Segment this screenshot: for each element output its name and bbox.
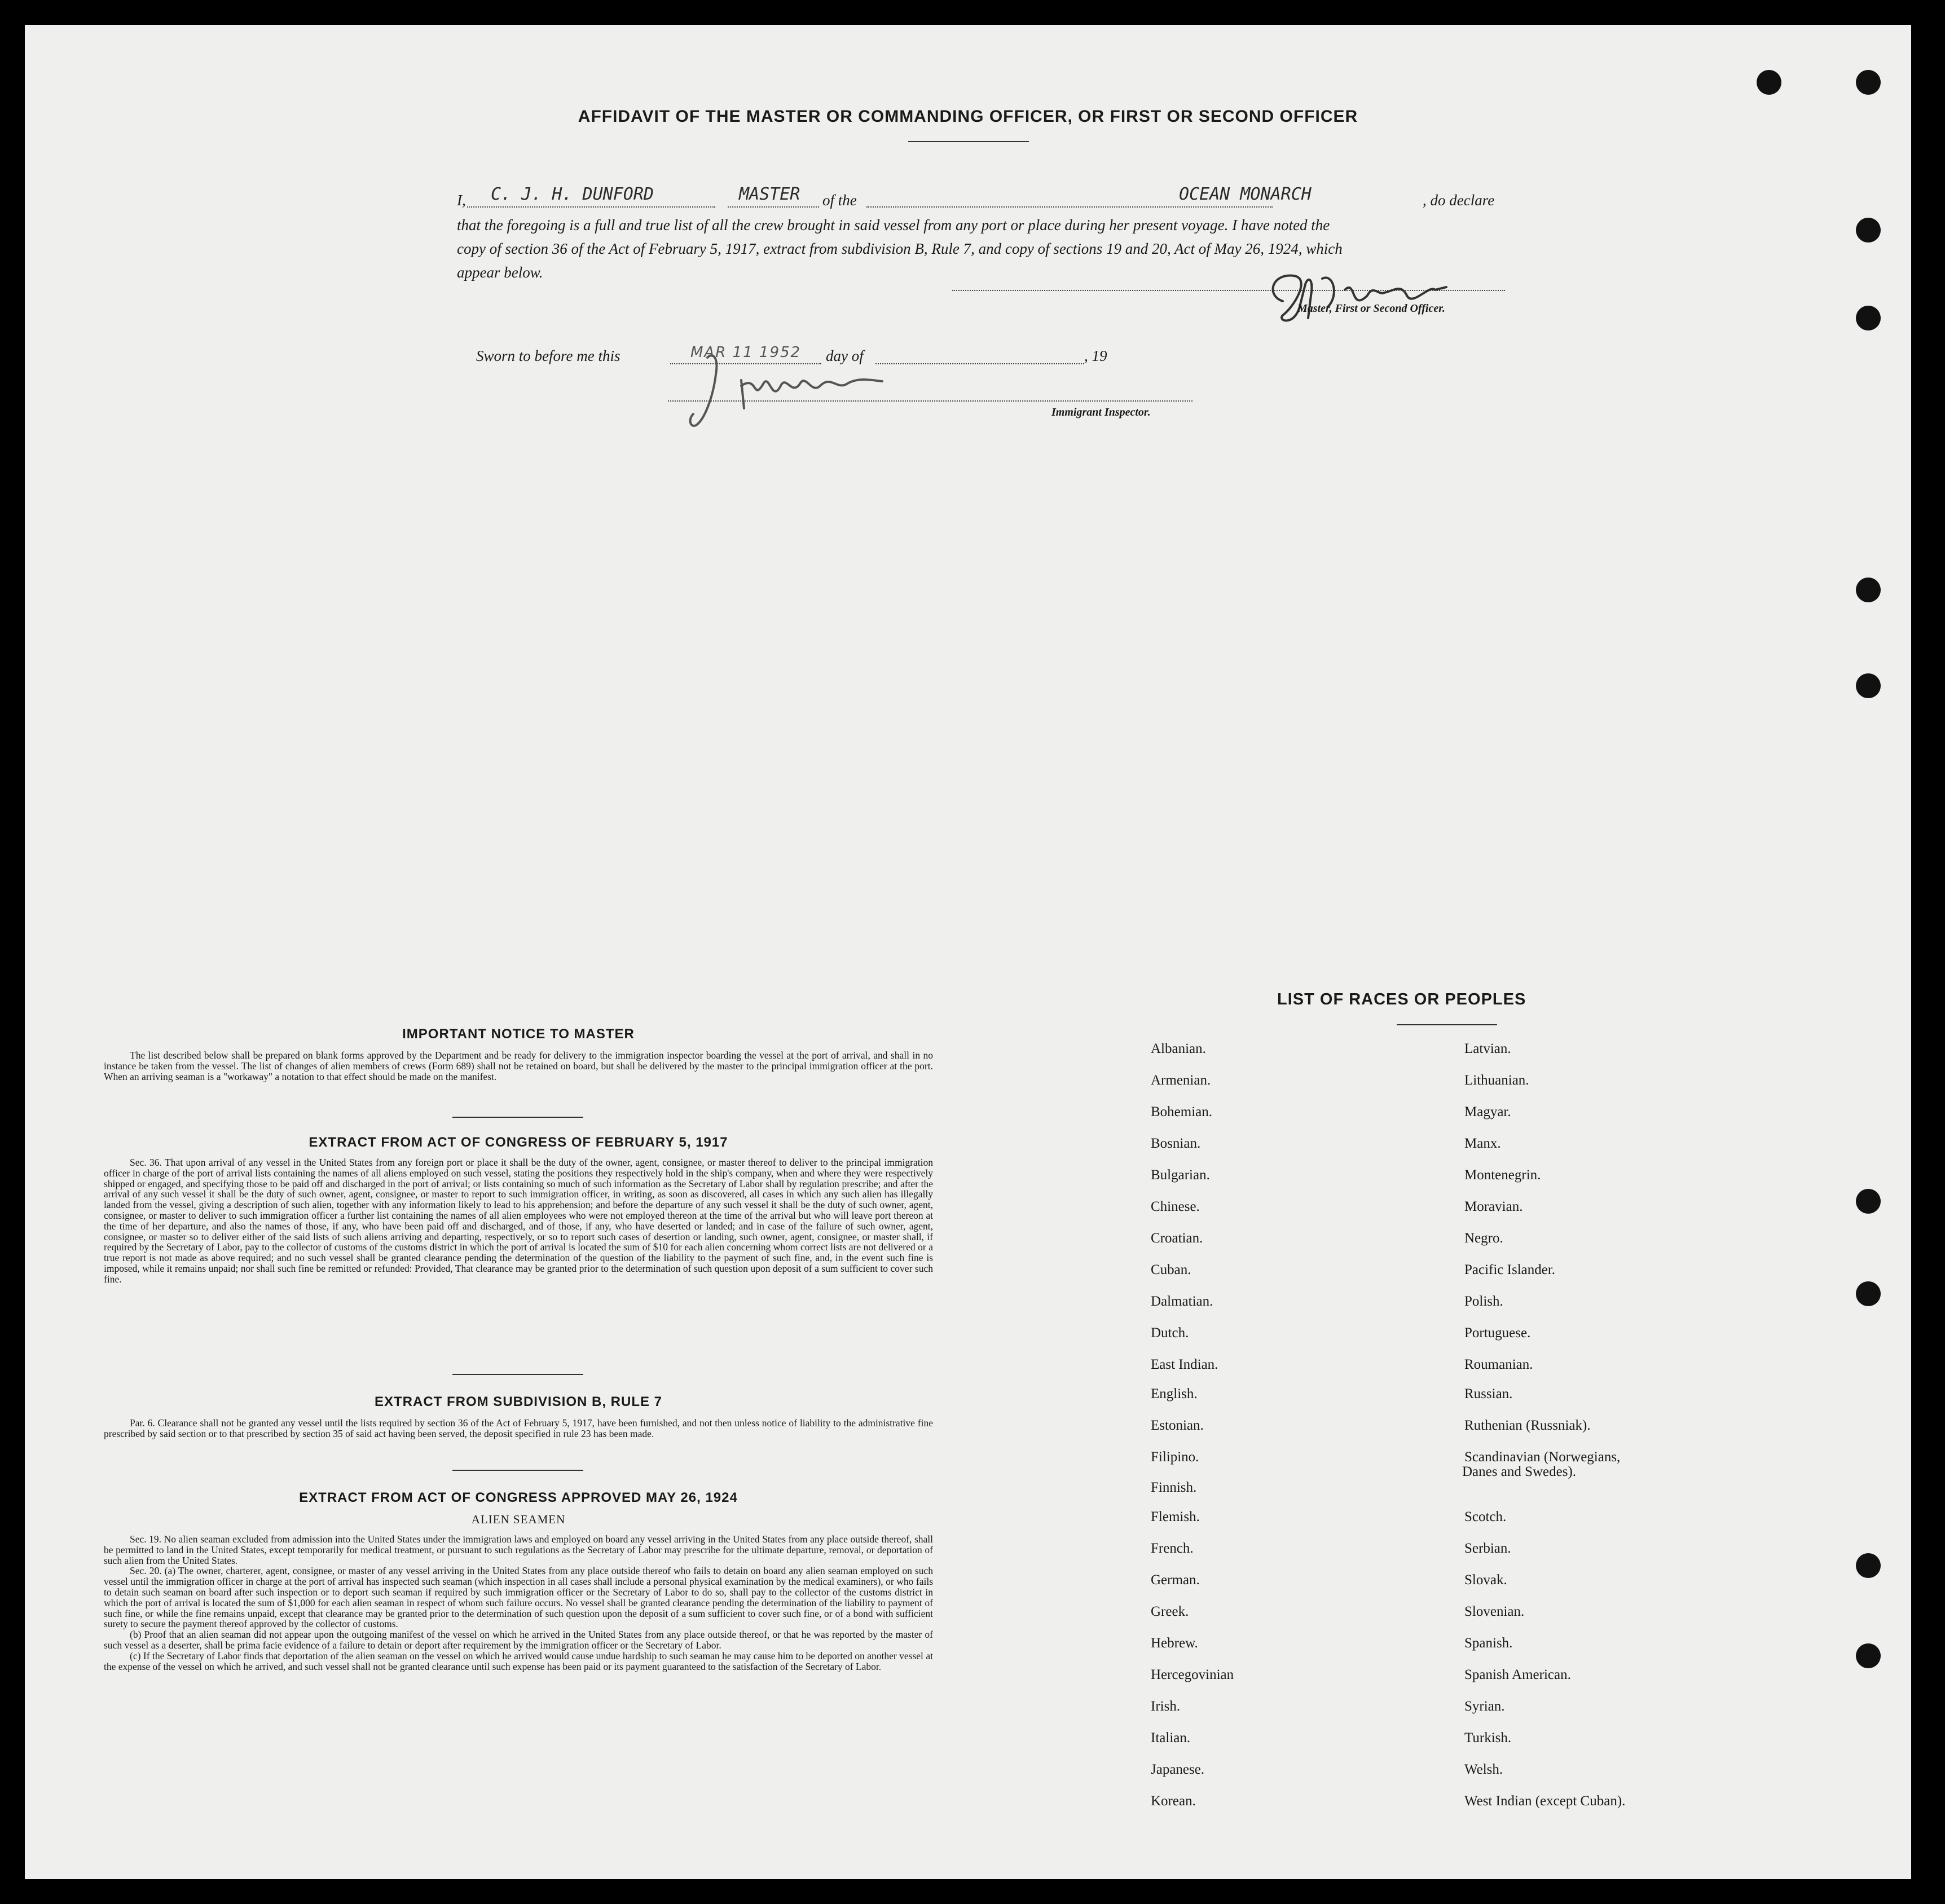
race-item: Albanian. <box>1151 1041 1206 1056</box>
declaration-line-3: copy of section 36 of the Act of February 5, 1917, extract from subdivision B, Rule 7, and copy of sections 19 and 20, Act of May 26, 1924, which <box>457 240 1343 257</box>
divider <box>452 1374 583 1375</box>
race-item: Irish. <box>1151 1699 1181 1714</box>
divider <box>452 1117 583 1118</box>
notice-text: The list described below shall be prepared on blank forms approved by the Department and be ready for delivery to the immigration inspector boarding the vessel at the port of arrival, and shall in no instance be taken from the vessel. The list of changes of alien members of crews (Form 689) shall not be retained on board, but shall be delivered by the master to the principal immigration officer at the port. When an arriving seaman is a "workaway" a notation to that effect should be made on the manifest. <box>104 1050 933 1082</box>
inspector-signature <box>679 341 916 437</box>
race-item: Cuban. <box>1151 1262 1191 1277</box>
race-item: French. <box>1151 1541 1194 1556</box>
sec-19-text: Sec. 19. No alien seaman excluded from admission into the United States under the immigration laws and employed on board any vessel arriving in the United States from any place outside thereof, shall be permitted to land in the United States, except temporarily for medical treatment, or pursuant to such regulations as the Secretary of Labor may prescribe for the ultimate departure, removal, or deportation of such alien from the United States. <box>104 1533 933 1566</box>
extract-rule7-title: EXTRACT FROM SUBDIVISION B, RULE 7 <box>374 1394 663 1409</box>
race-item: Spanish. <box>1464 1636 1513 1651</box>
race-item: Ruthenian (Russniak). <box>1464 1418 1591 1433</box>
master-signature <box>1260 262 1463 335</box>
vessel-underline <box>866 206 1273 208</box>
extract-1924-title: EXTRACT FROM ACT OF CONGRESS APPROVED MAY 26, 1924 <box>299 1490 738 1505</box>
race-item: Turkish. <box>1464 1730 1512 1746</box>
do-declare-label: , do declare <box>1423 192 1495 209</box>
extract-1917-title: EXTRACT FROM ACT OF CONGRESS OF FEBRUARY 5, 1917 <box>309 1135 728 1150</box>
race-item: Lithuanian. <box>1464 1073 1529 1088</box>
punch-hole-icon <box>1856 1281 1881 1306</box>
race-item: Bulgarian. <box>1151 1167 1210 1183</box>
race-item: Korean. <box>1151 1793 1196 1809</box>
punch-hole-icon <box>1856 306 1881 330</box>
punch-hole-icon <box>1856 218 1881 243</box>
race-item: Dalmatian. <box>1151 1294 1213 1309</box>
extract-rule7-text: Par. 6. Clearance shall not be granted any vessel until the lists required by section 36 of the Act of February 5, 1917, have been furnished, and not then unless notice of liability to the administrative fine prescribed by said section or to that prescribed by section 35 of said act having been served, the deposit specified in rule 23 has been made. <box>104 1417 933 1439</box>
inspector-line <box>668 400 1192 402</box>
race-item: English. <box>1151 1386 1198 1401</box>
extract-1924-subtitle: ALIEN SEAMEN <box>471 1513 566 1526</box>
race-item: Estonian. <box>1151 1418 1204 1433</box>
race-item: Serbian. <box>1464 1541 1511 1556</box>
race-item: Polish. <box>1464 1294 1503 1309</box>
sworn-label: Sworn to before me this <box>476 347 621 364</box>
race-item: Pacific Islander. <box>1464 1262 1556 1277</box>
race-item: Russian. <box>1464 1386 1513 1401</box>
race-item: Hercegovinian <box>1151 1667 1234 1682</box>
race-item: Roumanian. <box>1464 1357 1533 1372</box>
race-item: Syrian. <box>1464 1699 1505 1714</box>
sec-20c-text: (c) If the Secretary of Labor finds that deportation of the alien seaman on the vessel on which he arrived would cause undue hardship to such seaman he may cause him to be deported on another vessel at the expense of the vessel on which he arrived, and such vessel shall not be granted clearance until such expense has been paid or its payment guaranteed to the satisfaction of the Secretary of Labor. <box>104 1650 933 1672</box>
vessel-name[interactable]: OCEAN MONARCH <box>1179 184 1312 204</box>
race-item: Slovenian. <box>1464 1604 1525 1619</box>
divider <box>452 1470 583 1471</box>
year-label: , 19 <box>1084 347 1107 364</box>
punch-hole-icon <box>1856 1189 1881 1214</box>
punch-hole-icon <box>1856 578 1881 602</box>
declaration-line-2: that the foregoing is a full and true list of all the crew brought in said vessel from any port or place during her present voyage. I have noted the <box>457 217 1330 233</box>
races-title-underline <box>1397 1024 1497 1025</box>
race-item: Dutch. <box>1151 1325 1189 1341</box>
race-item: Montenegrin. <box>1464 1167 1541 1183</box>
punch-hole-icon <box>1856 1553 1881 1578</box>
signature-caption: Master, First or Second Officer. <box>1297 302 1445 315</box>
i-label: I, <box>457 192 466 209</box>
master-rank[interactable]: MASTER <box>739 184 800 204</box>
punch-hole-icon <box>1856 673 1881 698</box>
title-underline <box>908 141 1029 142</box>
of-the-label: of the <box>822 192 857 209</box>
rank-underline <box>728 206 819 208</box>
punch-hole-icon <box>1757 70 1781 95</box>
punch-hole-icon <box>1856 1643 1881 1668</box>
sworn-date-stamp[interactable]: MAR 11 1952 <box>690 344 802 361</box>
race-item: Bohemian. <box>1151 1104 1213 1120</box>
race-item: Finnish. <box>1151 1480 1197 1495</box>
race-item: Italian. <box>1151 1730 1191 1746</box>
race-item: East Indian. <box>1151 1357 1218 1372</box>
race-item: Slovak. <box>1464 1572 1507 1588</box>
race-item: West Indian (except Cuban). <box>1464 1793 1626 1809</box>
race-item: Bosnian. <box>1151 1136 1201 1151</box>
master-name[interactable]: C. J. H. DUNFORD <box>491 184 654 204</box>
race-item: Scotch. <box>1464 1509 1507 1524</box>
affidavit-title: AFFIDAVIT OF THE MASTER OR COMMANDING OFFICER, OR FIRST OR SECOND OFFICER <box>578 107 1358 126</box>
race-item: Danes and Swedes). <box>1462 1464 1577 1479</box>
day-of-label: day of <box>826 347 864 364</box>
punch-hole-icon <box>1856 70 1881 95</box>
race-item: Moravian. <box>1464 1199 1523 1214</box>
race-item: Scandinavian (Norwegians, <box>1464 1449 1621 1465</box>
race-item: Hebrew. <box>1151 1636 1198 1651</box>
name-underline <box>467 206 715 208</box>
extract-1917-text: Sec. 36. That upon arrival of any vessel in the United States from any foreign port or place it shall be the duty of the owner, agent, consignee, or master thereof to deliver to the principal immigration officer in charge of the port of arrival lists containing the names of all aliens employed on such vessel, stating the positions they respectively hold in the ship's company, when and where they were respectively shipped or engaged, and specifying those to be paid off and discharged in the port of arrival; or lists containing so much of such information as the Secretary of Labor shall by regulation prescribe; and after the arrival of any such vessel it shall be the duty of such owner, agent, consignee, or master to report to such immigration officer, in writing, as soon as discovered, all cases in which any such alien has illegally landed from the vessel, giving a description of such alien, together with any information likely to lead to his apprehension; and before the departure of any such vessel it shall be the duty of such owner, agent, consignee, or master to deliver to such immigration officer a further list containing the names of all alien employees who were not employed thereon at the time of the arrival but who will leave port thereon at the time of her departure, and also the names of those, if any, who have been paid off and discharged, and of those, if any, who have deserted or landed; and in case of the failure of such owner, agent, consignee, or master so to deliver either of the said lists of such aliens arriving and departing, respectively, or so to report such cases of desertion or landing, such owner, agent, consignee, or master shall, if required by the Secretary of Labor, pay to the collector of customs of the customs district in which the port of arrival is located the sum of $10 for each alien concerning whom correct lists are not delivered or a true report is not made as above required; and no such vessel shall be granted clearance pending the determination of the question of the liability to the payment of such fine, and, in the event such fine is imposed, while it remains unpaid; nor shall such fine be remitted or refunded: Provided, That clearance may be granted prior to the determination of such question upon deposit of a sum sufficient to cover such fine. <box>104 1157 933 1285</box>
document-page <box>25 25 1911 1879</box>
race-item: Manx. <box>1464 1136 1501 1151</box>
race-item: German. <box>1151 1572 1200 1588</box>
declaration-line-1 <box>457 183 1506 208</box>
races-title: LIST OF RACES OR PEOPLES <box>1277 990 1526 1008</box>
sec-20a-text: Sec. 20. (a) The owner, charterer, agent, consignee, or master of any vessel arriving in the United States from any place outside thereof who fails to detain on board any alien seaman employed on such vessel until the immigration officer in charge at the port of arrival has inspected such seaman (which inspection in all cases shall include a personal physical examination by the medical examiners), or who fails to detain such seaman on board after such inspection or to deport such seaman if required by such immigration officer or the Secretary of Labor to do so, shall pay to the collector of the customs district in which the port of arrival is located the sum of $1,000 for each alien seaman in respect of whom such failure occurs. No vessel shall be granted clearance pending the determination of the liability to payment of such fine, or while the fine remains unpaid, except that clearance may be granted prior to the determination of such question upon the deposit of a sum sufficient to cover such fine, or of a bond with sufficient surety to secure the payment thereof approved by the collector of customs. <box>104 1565 933 1630</box>
extract-1924-body <box>104 1534 933 1672</box>
declaration-line-4: appear below. <box>457 264 543 281</box>
race-item: Croatian. <box>1151 1231 1203 1246</box>
race-item: Latvian. <box>1464 1041 1511 1056</box>
race-item: Armenian. <box>1151 1073 1211 1088</box>
sec-20b-text: (b) Proof that an alien seaman did not appear upon the outgoing manifest of the vessel on which he arrived in the United States from any place outside thereof, or that he was reported by the master of such vessel as a deserter, shall be prima facie evidence of a failure to detain or deport after requirement by the immigration officer or the Secretary of Labor. <box>104 1629 933 1651</box>
race-item: Flemish. <box>1151 1509 1200 1524</box>
race-item: Negro. <box>1464 1231 1503 1246</box>
race-item: Greek. <box>1151 1604 1189 1619</box>
race-item: Welsh. <box>1464 1762 1503 1777</box>
notice-title: IMPORTANT NOTICE TO MASTER <box>402 1026 635 1042</box>
race-item: Chinese. <box>1151 1199 1200 1214</box>
race-item: Magyar. <box>1464 1104 1511 1120</box>
inspector-caption: Immigrant Inspector. <box>1051 406 1151 418</box>
race-item: Spanish American. <box>1464 1667 1571 1682</box>
race-item: Portuguese. <box>1464 1325 1531 1341</box>
race-item: Filipino. <box>1151 1449 1199 1465</box>
race-item: Japanese. <box>1151 1762 1205 1777</box>
